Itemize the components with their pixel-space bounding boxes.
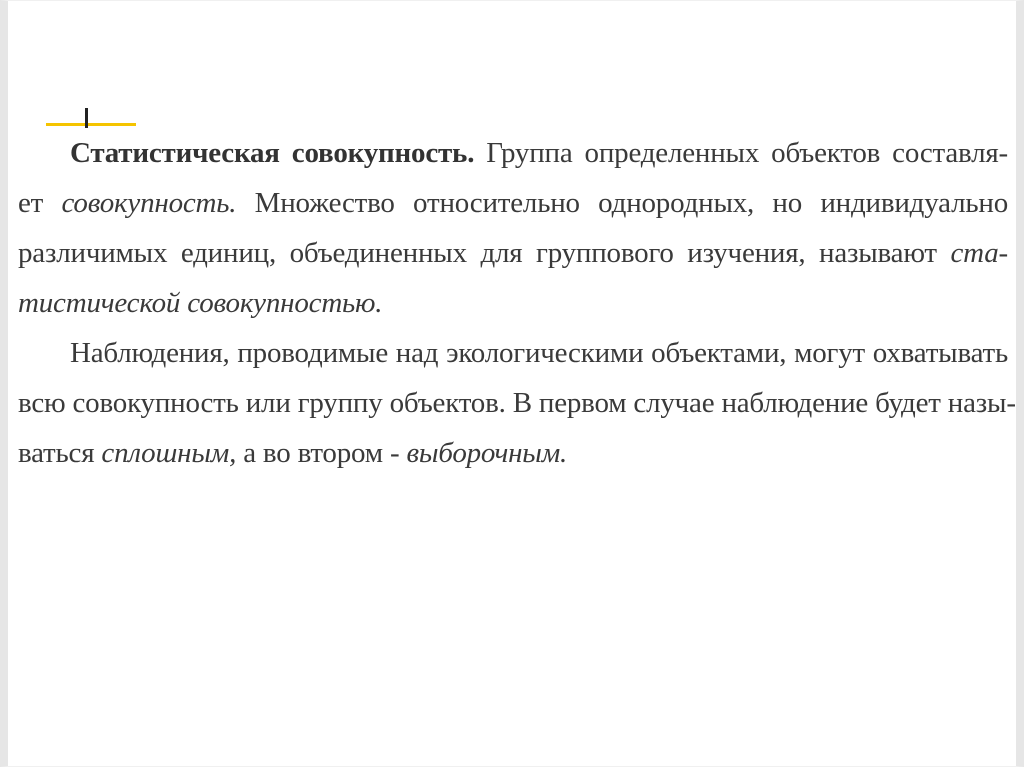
term-statistical-population: Статистическая совокупность.: [70, 137, 475, 169]
p2-line3-start: ваться: [18, 437, 102, 469]
accent-mark: [85, 108, 88, 128]
accent-bar: [46, 123, 136, 126]
p1-line1-text: Группа определенных объектов составля-: [474, 137, 1008, 169]
paragraph-1-line-3: [18, 228, 1008, 278]
p2-line3-mid: а во втором -: [236, 437, 407, 469]
p1-line2-italic: совокупность.: [61, 187, 237, 219]
paragraph-1-line-4: [18, 278, 1008, 328]
p2-line2-text: всю совокупность или группу объектов. В первом случае наблюдение будет назы-: [18, 387, 1016, 419]
text-content: [18, 128, 1016, 478]
paragraph-2-line-1: [18, 328, 1008, 378]
p1-line4-italic: тистической совокупностью.: [18, 287, 383, 319]
paragraph-2-line-3: [18, 428, 1008, 478]
p2-line3-italic-1: сплошным,: [101, 437, 237, 469]
paragraph-1-line-2: [18, 178, 1008, 228]
p1-line2-rest: Множество относительно однородных, но индивидуально: [236, 187, 1009, 219]
p2-line1-text: Наблюдения, проводимые над экологическими объектами, могут охватывать: [70, 337, 1008, 369]
paragraph-1-line-1: [18, 128, 1008, 178]
p1-line3-text: различимых единиц, объединенных для группового изучения, называют: [18, 237, 951, 269]
p1-line2-start: ет: [18, 187, 62, 219]
paragraph-2-line-2: [18, 378, 1016, 428]
p1-line3-italic: ста-: [950, 237, 1008, 269]
p2-line3-italic-2: выборочным.: [406, 437, 568, 469]
